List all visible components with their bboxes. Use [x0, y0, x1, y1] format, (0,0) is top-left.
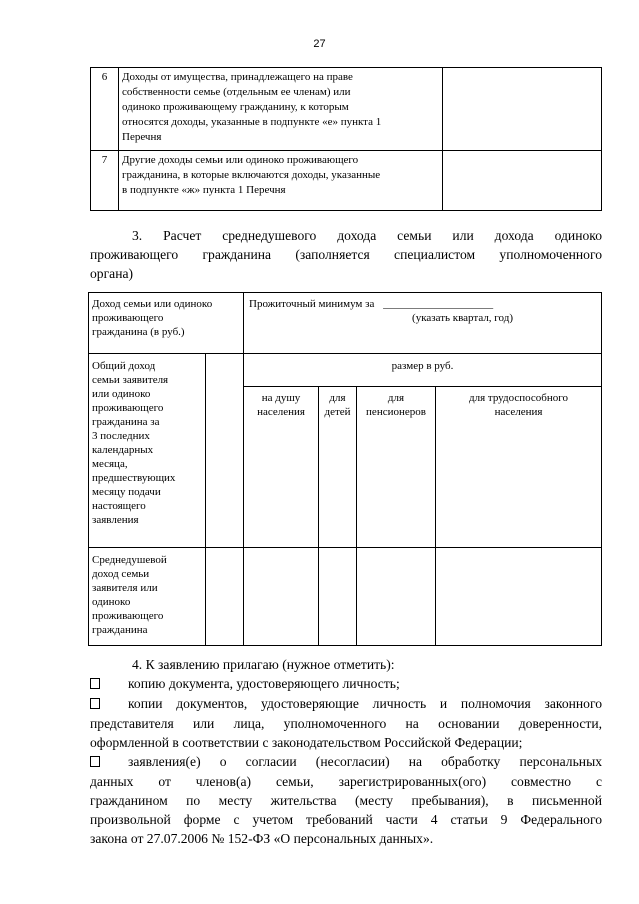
text-line: собственности семье (отдельным ее членам) или: [122, 86, 351, 98]
text-line: детей: [324, 406, 351, 418]
col-per-capita: [244, 387, 319, 548]
income-table-continued: [90, 67, 602, 211]
text-line: гражданина за: [92, 416, 160, 428]
attachment-text: копии документов, удостоверяющие личность и полномочия законного: [128, 696, 602, 711]
checkbox-icon[interactable]: [90, 678, 100, 689]
text-line: для трудоспособного: [468, 392, 569, 404]
text-line: одиноко: [92, 596, 131, 608]
col-pensioners: [357, 387, 436, 548]
text-line: Доходы от имущества, принадлежащего на праве: [122, 71, 353, 83]
checkbox-icon[interactable]: [90, 698, 100, 709]
text-line: гражданином по месту жительства (месту пребывания), в письменной: [90, 793, 602, 808]
text-line: на душу: [261, 392, 301, 404]
attachment-item: [90, 752, 602, 772]
text-line: настоящего: [92, 500, 146, 512]
avg-children-value[interactable]: [319, 548, 357, 646]
table-row: [89, 548, 602, 646]
text-line: гражданина, в которые включаются доходы, указанные: [122, 169, 381, 181]
avg-pensioners-value[interactable]: [357, 548, 436, 646]
text-line: пенсионеров: [366, 406, 426, 418]
text-line: Общий доход: [92, 360, 156, 372]
text-line: в подпункте «ж» пункта 1 Перечня: [122, 184, 286, 196]
value-cell[interactable]: [443, 68, 602, 151]
avg-working-age-value[interactable]: [436, 548, 602, 646]
avg-income-value[interactable]: [206, 548, 244, 646]
subsistence-label: Прожиточный минимум за: [249, 298, 375, 310]
row-description: [119, 68, 443, 151]
text-line: населения: [494, 406, 543, 418]
row-avg-income-label: [89, 548, 206, 646]
text-line: населения: [257, 406, 305, 418]
text-line: Перечня: [122, 131, 162, 143]
text-line: для: [387, 392, 405, 404]
section-3-heading: [90, 226, 602, 283]
table-row: [89, 293, 602, 354]
text-line: проживающего: [92, 312, 164, 324]
row-total-income-label: [89, 354, 206, 548]
quarter-blank[interactable]: ____________________: [383, 298, 494, 310]
text-line: органа): [90, 266, 134, 281]
table-row: [91, 151, 602, 211]
text-line: семьи заявителя: [92, 374, 169, 386]
text-line: Среднедушевой: [92, 554, 167, 566]
text-line: 3. Расчет среднедушевого дохода семьи или дохода одиноко: [132, 228, 602, 243]
text-line: заявления: [92, 514, 139, 526]
page-number: 27: [313, 38, 326, 50]
attachment-item: [90, 694, 602, 714]
text-line: заявителя или: [92, 582, 158, 594]
header-income-label: [89, 293, 244, 354]
col-working-age: [436, 387, 602, 548]
text-line: оформленной в соответствии с законодательством Российской Федерации;: [90, 735, 523, 750]
row-number: 6: [91, 68, 119, 151]
avg-per-capita-value[interactable]: [244, 548, 319, 646]
text-line: календарных: [92, 444, 154, 456]
row-number: 7: [91, 151, 119, 211]
text-line: для: [329, 392, 346, 404]
text-line: месяца,: [92, 458, 128, 470]
header-subsistence-minimum: [244, 293, 602, 354]
attachment-text: копию документа, удостоверяющего личность;: [128, 676, 400, 691]
text-line: гражданина: [92, 624, 148, 636]
attachment-item: [90, 674, 602, 694]
checkbox-icon[interactable]: [90, 756, 100, 767]
text-line: гражданина (в руб.): [92, 326, 185, 338]
text-line: произвольной форме с учетом требований части 4 статьи 9 Федерального: [90, 812, 602, 827]
text-line: доход семьи: [92, 568, 150, 580]
attachment-text: заявления(е) о согласии (несогласии) на обработку персональных: [128, 754, 602, 769]
col-children: [319, 387, 357, 548]
row-description: [119, 151, 443, 211]
text-line: проживающего гражданина (заполняется специалистом уполномоченного: [90, 247, 602, 262]
text-line: проживающего: [92, 402, 164, 414]
section-4-title: 4. К заявлению прилагаю (нужное отметить):: [132, 657, 395, 672]
text-line: или одиноко: [92, 388, 151, 400]
table-row: [91, 68, 602, 151]
table-row: [89, 354, 602, 387]
text-line: относятся доходы, указанные в подпункте «е» пункта 1: [122, 116, 382, 128]
income-calculation-table: [88, 292, 602, 646]
text-line: одиноко проживающему гражданину, к которым: [122, 101, 349, 113]
text-line: закона от 27.07.2006 № 152-ФЗ «О персональных данных».: [90, 831, 434, 846]
text-line: [249, 297, 599, 311]
text-line: Другие доходы семьи или одиноко проживающего: [122, 154, 359, 166]
total-income-value[interactable]: [206, 354, 244, 548]
attachments-section: [90, 655, 602, 848]
text-line: данных от членов(а) семьи, зарегистрированных(ого) совместно с: [90, 774, 602, 789]
text-line: проживающего: [92, 610, 164, 622]
quarter-hint: (указать квартал, год): [412, 312, 513, 324]
text-line: представителя или лица, уполномоченного на основании доверенности,: [90, 716, 602, 731]
value-cell[interactable]: [443, 151, 602, 211]
text-line: 3 последних: [92, 430, 150, 442]
text-line: Доход семьи или одиноко: [92, 298, 213, 310]
text-line: предшествующих: [92, 472, 176, 484]
text-line: месяцу подачи: [92, 486, 161, 498]
size-in-rubles-header: размер в руб.: [244, 354, 602, 387]
